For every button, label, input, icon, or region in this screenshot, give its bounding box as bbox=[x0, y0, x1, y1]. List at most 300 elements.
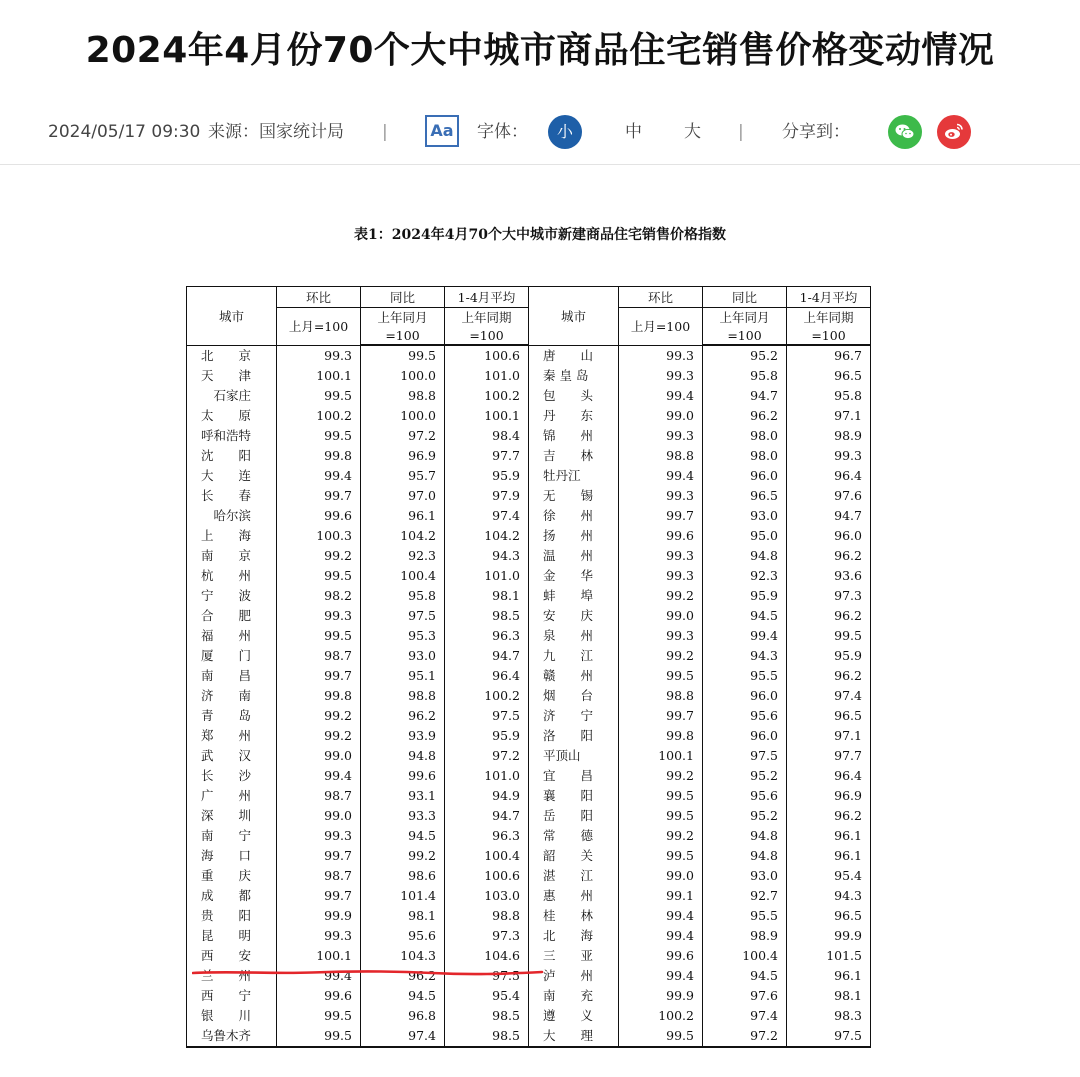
yoy-index-cell: 104.2 bbox=[361, 526, 445, 546]
avg-index-cell: 96.1 bbox=[787, 846, 871, 866]
yoy-index-cell: 98.0 bbox=[703, 446, 787, 466]
yoy-index-cell: 94.5 bbox=[703, 966, 787, 986]
mom-index-cell: 99.4 bbox=[277, 466, 361, 486]
yoy-index-cell: 92.3 bbox=[703, 566, 787, 586]
yoy-index-cell: 96.2 bbox=[361, 966, 445, 986]
city-name-cell: 惠 州 bbox=[529, 886, 619, 906]
mom-index-cell: 99.4 bbox=[619, 966, 703, 986]
mom-index-cell: 99.5 bbox=[619, 786, 703, 806]
city-name-cell: 宜 昌 bbox=[529, 766, 619, 786]
city-name-cell: 大 理 bbox=[529, 1026, 619, 1047]
table-row bbox=[187, 586, 871, 606]
city-name-cell: 金 华 bbox=[529, 566, 619, 586]
article-title: 2024年4月份70个大中城市商品住宅销售价格变动情况 bbox=[85, 30, 995, 71]
mom-index-cell: 99.7 bbox=[277, 486, 361, 506]
yoy-index-cell: 97.6 bbox=[703, 986, 787, 1006]
table-row bbox=[187, 406, 871, 426]
city-name-cell: 福 州 bbox=[187, 626, 277, 646]
city-name-cell: 北 海 bbox=[529, 926, 619, 946]
font-medium-button[interactable]: 中 bbox=[625, 122, 642, 142]
mom-index-cell: 100.1 bbox=[277, 366, 361, 386]
avg-index-cell: 101.0 bbox=[445, 366, 529, 386]
yoy-index-cell: 94.8 bbox=[703, 546, 787, 566]
publish-datetime: 2024/05/17 09:30 bbox=[48, 122, 201, 142]
yoy-index-cell: 95.5 bbox=[703, 666, 787, 686]
yoy-index-cell: 99.4 bbox=[703, 626, 787, 646]
mom-index-cell: 99.6 bbox=[619, 946, 703, 966]
table-row bbox=[187, 446, 871, 466]
yoy-index-cell: 98.9 bbox=[703, 926, 787, 946]
avg-index-cell: 101.5 bbox=[787, 946, 871, 966]
mom-index-cell: 99.1 bbox=[619, 886, 703, 906]
table-row bbox=[187, 666, 871, 686]
avg-index-cell: 100.2 bbox=[445, 686, 529, 706]
avg-index-cell: 97.1 bbox=[787, 726, 871, 746]
table-row bbox=[187, 706, 871, 726]
avg-index-cell: 104.2 bbox=[445, 526, 529, 546]
avg-index-cell: 104.6 bbox=[445, 946, 529, 966]
table-row bbox=[187, 766, 871, 786]
yoy-index-cell: 97.2 bbox=[361, 426, 445, 446]
avg-index-cell: 95.4 bbox=[445, 986, 529, 1006]
city-name-cell: 牡丹江 bbox=[529, 466, 619, 486]
table-row bbox=[187, 546, 871, 566]
city-name-cell: 天 津 bbox=[187, 366, 277, 386]
avg-index-cell: 101.0 bbox=[445, 566, 529, 586]
yoy-index-cell: 94.5 bbox=[361, 986, 445, 1006]
yoy-index-cell: 97.4 bbox=[703, 1006, 787, 1026]
font-small-button[interactable]: 小 bbox=[548, 115, 582, 149]
city-name-cell: 唐 山 bbox=[529, 345, 619, 366]
yoy-index-cell: 96.1 bbox=[361, 506, 445, 526]
mom-index-cell: 99.9 bbox=[619, 986, 703, 1006]
avg-index-cell: 94.7 bbox=[787, 506, 871, 526]
mom-index-cell: 99.3 bbox=[619, 566, 703, 586]
yoy-index-cell: 98.8 bbox=[361, 386, 445, 406]
table-row bbox=[187, 826, 871, 846]
yoy-index-cell: 98.0 bbox=[703, 426, 787, 446]
city-name-cell: 厦 门 bbox=[187, 646, 277, 666]
city-name-cell: 济 南 bbox=[187, 686, 277, 706]
city-name-cell: 遵 义 bbox=[529, 1006, 619, 1026]
avg-index-cell: 97.9 bbox=[445, 486, 529, 506]
city-name-cell: 广 州 bbox=[187, 786, 277, 806]
header-mom-base: 上月=100 bbox=[619, 308, 703, 346]
city-name-cell: 桂 林 bbox=[529, 906, 619, 926]
city-name-cell: 湛 江 bbox=[529, 866, 619, 886]
avg-index-cell: 101.0 bbox=[445, 766, 529, 786]
yoy-index-cell: 104.3 bbox=[361, 946, 445, 966]
header-avg: 1-4月平均 bbox=[787, 287, 871, 308]
city-name-cell: 西 宁 bbox=[187, 986, 277, 1006]
avg-index-cell: 96.4 bbox=[787, 466, 871, 486]
mom-index-cell: 99.5 bbox=[619, 806, 703, 826]
avg-index-cell: 94.3 bbox=[445, 546, 529, 566]
city-name-cell: 西 安 bbox=[187, 946, 277, 966]
header-yoy: 同比 bbox=[361, 287, 445, 308]
mom-index-cell: 99.3 bbox=[619, 426, 703, 446]
yoy-index-cell: 98.1 bbox=[361, 906, 445, 926]
table-row bbox=[187, 1006, 871, 1026]
table-row bbox=[187, 506, 871, 526]
header-avg-base: 上年同期 bbox=[445, 308, 529, 327]
city-name-cell: 兰 州 bbox=[187, 966, 277, 986]
yoy-index-cell: 93.9 bbox=[361, 726, 445, 746]
yoy-index-cell: 96.0 bbox=[703, 466, 787, 486]
mom-index-cell: 99.2 bbox=[619, 766, 703, 786]
table-row bbox=[187, 726, 871, 746]
avg-index-cell: 95.9 bbox=[787, 646, 871, 666]
city-name-cell: 南 京 bbox=[187, 546, 277, 566]
avg-index-cell: 95.4 bbox=[787, 866, 871, 886]
city-name-cell: 石家庄 bbox=[187, 386, 277, 406]
avg-index-cell: 97.7 bbox=[445, 446, 529, 466]
city-name-cell: 宁 波 bbox=[187, 586, 277, 606]
header-divider bbox=[0, 164, 1080, 165]
mom-index-cell: 100.2 bbox=[277, 406, 361, 426]
yoy-index-cell: 94.5 bbox=[703, 606, 787, 626]
header-avg: 1-4月平均 bbox=[445, 287, 529, 308]
article-meta-bar bbox=[0, 112, 1080, 152]
mom-index-cell: 99.7 bbox=[619, 506, 703, 526]
avg-index-cell: 96.5 bbox=[787, 366, 871, 386]
avg-index-cell: 96.2 bbox=[787, 806, 871, 826]
avg-index-cell: 99.3 bbox=[787, 446, 871, 466]
avg-index-cell: 97.5 bbox=[445, 706, 529, 726]
table-row bbox=[187, 986, 871, 1006]
avg-index-cell: 96.5 bbox=[787, 906, 871, 926]
city-name-cell: 南 昌 bbox=[187, 666, 277, 686]
price-index-table-wrapper bbox=[186, 286, 871, 1048]
avg-index-cell: 100.2 bbox=[445, 386, 529, 406]
avg-index-cell: 96.7 bbox=[787, 345, 871, 366]
table-row bbox=[187, 626, 871, 646]
table-row bbox=[187, 686, 871, 706]
city-name-cell: 长 沙 bbox=[187, 766, 277, 786]
avg-index-cell: 97.2 bbox=[445, 746, 529, 766]
yoy-index-cell: 94.8 bbox=[703, 826, 787, 846]
city-name-cell: 三 亚 bbox=[529, 946, 619, 966]
yoy-index-cell: 95.3 bbox=[361, 626, 445, 646]
avg-index-cell: 98.9 bbox=[787, 426, 871, 446]
mom-index-cell: 99.3 bbox=[619, 366, 703, 386]
wechat-share-button[interactable] bbox=[888, 115, 922, 149]
city-name-cell: 包 头 bbox=[529, 386, 619, 406]
mom-index-cell: 99.3 bbox=[619, 345, 703, 366]
avg-index-cell: 97.6 bbox=[787, 486, 871, 506]
avg-index-cell: 97.7 bbox=[787, 746, 871, 766]
yoy-index-cell: 95.8 bbox=[361, 586, 445, 606]
mom-index-cell: 99.5 bbox=[619, 846, 703, 866]
yoy-index-cell: 95.2 bbox=[703, 766, 787, 786]
mom-index-cell: 99.2 bbox=[619, 586, 703, 606]
city-name-cell: 扬 州 bbox=[529, 526, 619, 546]
yoy-index-cell: 95.9 bbox=[703, 586, 787, 606]
mom-index-cell: 99.5 bbox=[619, 1026, 703, 1047]
avg-index-cell: 98.3 bbox=[787, 1006, 871, 1026]
city-name-cell: 韶 关 bbox=[529, 846, 619, 866]
font-label: 字体： bbox=[477, 122, 528, 142]
mom-index-cell: 99.0 bbox=[619, 606, 703, 626]
mom-index-cell: 99.7 bbox=[277, 666, 361, 686]
yoy-index-cell: 93.0 bbox=[361, 646, 445, 666]
mom-index-cell: 99.4 bbox=[277, 766, 361, 786]
yoy-index-cell: 95.2 bbox=[703, 345, 787, 366]
yoy-index-cell: 96.0 bbox=[703, 726, 787, 746]
city-name-cell: 上 海 bbox=[187, 526, 277, 546]
avg-index-cell: 96.2 bbox=[787, 666, 871, 686]
city-name-cell: 成 都 bbox=[187, 886, 277, 906]
header-avg-base: 上年同期 bbox=[787, 308, 871, 327]
header-mom: 环比 bbox=[619, 287, 703, 308]
yoy-index-cell: 96.0 bbox=[703, 686, 787, 706]
mom-index-cell: 99.7 bbox=[277, 886, 361, 906]
city-name-cell: 丹 东 bbox=[529, 406, 619, 426]
yoy-index-cell: 94.7 bbox=[703, 386, 787, 406]
avg-index-cell: 100.4 bbox=[445, 846, 529, 866]
yoy-index-cell: 95.8 bbox=[703, 366, 787, 386]
mom-index-cell: 99.5 bbox=[277, 626, 361, 646]
table-row bbox=[187, 566, 871, 586]
mom-index-cell: 99.7 bbox=[619, 706, 703, 726]
avg-index-cell: 96.4 bbox=[445, 666, 529, 686]
mom-index-cell: 99.4 bbox=[619, 906, 703, 926]
weibo-icon bbox=[942, 120, 966, 144]
avg-index-cell: 98.1 bbox=[445, 586, 529, 606]
mom-index-cell: 99.3 bbox=[619, 486, 703, 506]
mom-index-cell: 99.5 bbox=[277, 426, 361, 446]
city-name-cell: 海 口 bbox=[187, 846, 277, 866]
table-row bbox=[187, 386, 871, 406]
mom-index-cell: 99.5 bbox=[277, 566, 361, 586]
header-mom-base: 上月=100 bbox=[277, 308, 361, 346]
yoy-index-cell: 95.6 bbox=[703, 786, 787, 806]
city-name-cell: 安 庆 bbox=[529, 606, 619, 626]
avg-index-cell: 96.4 bbox=[787, 766, 871, 786]
city-name-cell: 合 肥 bbox=[187, 606, 277, 626]
header-yoy: 同比 bbox=[703, 287, 787, 308]
header-mom: 环比 bbox=[277, 287, 361, 308]
mom-index-cell: 98.8 bbox=[619, 686, 703, 706]
share-label: 分享到： bbox=[782, 122, 850, 142]
avg-index-cell: 99.9 bbox=[787, 926, 871, 946]
mom-index-cell: 99.0 bbox=[619, 406, 703, 426]
avg-index-cell: 94.9 bbox=[445, 786, 529, 806]
avg-index-cell: 99.5 bbox=[787, 626, 871, 646]
table-row bbox=[187, 606, 871, 626]
city-name-cell: 银 川 bbox=[187, 1006, 277, 1026]
yoy-index-cell: 100.4 bbox=[703, 946, 787, 966]
yoy-index-cell: 94.3 bbox=[703, 646, 787, 666]
mom-index-cell: 98.2 bbox=[277, 586, 361, 606]
avg-index-cell: 97.5 bbox=[787, 1026, 871, 1047]
font-size-icon: Aa bbox=[425, 115, 459, 147]
city-name-cell: 重 庆 bbox=[187, 866, 277, 886]
table-row bbox=[187, 806, 871, 826]
avg-index-cell: 97.3 bbox=[445, 926, 529, 946]
table-row bbox=[187, 866, 871, 886]
yoy-index-cell: 93.0 bbox=[703, 506, 787, 526]
city-name-cell: 温 州 bbox=[529, 546, 619, 566]
mom-index-cell: 99.3 bbox=[277, 826, 361, 846]
mom-index-cell: 98.7 bbox=[277, 646, 361, 666]
city-name-cell: 昆 明 bbox=[187, 926, 277, 946]
mom-index-cell: 99.6 bbox=[277, 986, 361, 1006]
mom-index-cell: 99.3 bbox=[277, 606, 361, 626]
city-name-cell: 蚌 埠 bbox=[529, 586, 619, 606]
yoy-index-cell: 95.0 bbox=[703, 526, 787, 546]
yoy-index-cell: 99.6 bbox=[361, 766, 445, 786]
city-name-cell: 洛 阳 bbox=[529, 726, 619, 746]
city-name-cell: 深 圳 bbox=[187, 806, 277, 826]
city-name-cell: 泸 州 bbox=[529, 966, 619, 986]
yoy-index-cell: 97.4 bbox=[361, 1026, 445, 1047]
yoy-index-cell: 96.9 bbox=[361, 446, 445, 466]
header-yoy-base-value: =100 bbox=[361, 326, 445, 345]
header-city: 城市 bbox=[187, 287, 277, 346]
table-row bbox=[187, 886, 871, 906]
city-name-cell: 南 充 bbox=[529, 986, 619, 1006]
avg-index-cell: 100.6 bbox=[445, 345, 529, 366]
city-name-cell: 徐 州 bbox=[529, 506, 619, 526]
table-caption: 表1：2024年4月70个大中城市新建商品住宅销售价格指数 bbox=[354, 227, 726, 243]
header-yoy-base: 上年同月 bbox=[361, 308, 445, 327]
city-name-cell: 无 锡 bbox=[529, 486, 619, 506]
yoy-index-cell: 101.4 bbox=[361, 886, 445, 906]
table-row bbox=[187, 846, 871, 866]
avg-index-cell: 96.3 bbox=[445, 826, 529, 846]
table-body bbox=[187, 345, 871, 1047]
city-name-cell: 常 德 bbox=[529, 826, 619, 846]
avg-index-cell: 96.1 bbox=[787, 966, 871, 986]
avg-index-cell: 98.4 bbox=[445, 426, 529, 446]
city-name-cell: 九 江 bbox=[529, 646, 619, 666]
yoy-index-cell: 92.3 bbox=[361, 546, 445, 566]
avg-index-cell: 98.1 bbox=[787, 986, 871, 1006]
city-name-cell: 济 宁 bbox=[529, 706, 619, 726]
avg-index-cell: 96.5 bbox=[787, 706, 871, 726]
yoy-index-cell: 97.5 bbox=[361, 606, 445, 626]
yoy-index-cell: 93.0 bbox=[703, 866, 787, 886]
weibo-share-button[interactable] bbox=[937, 115, 971, 149]
mom-index-cell: 99.0 bbox=[277, 746, 361, 766]
font-large-button[interactable]: 大 bbox=[684, 122, 701, 142]
yoy-index-cell: 96.8 bbox=[361, 1006, 445, 1026]
table-row bbox=[187, 366, 871, 386]
yoy-index-cell: 98.8 bbox=[361, 686, 445, 706]
mom-index-cell: 99.4 bbox=[619, 926, 703, 946]
yoy-index-cell: 94.8 bbox=[703, 846, 787, 866]
price-index-table bbox=[186, 286, 871, 1048]
yoy-index-cell: 94.8 bbox=[361, 746, 445, 766]
yoy-index-cell: 95.1 bbox=[361, 666, 445, 686]
avg-index-cell: 98.5 bbox=[445, 1026, 529, 1047]
mom-index-cell: 98.8 bbox=[619, 446, 703, 466]
yoy-index-cell: 100.0 bbox=[361, 406, 445, 426]
yoy-index-cell: 97.2 bbox=[703, 1026, 787, 1047]
avg-index-cell: 98.5 bbox=[445, 606, 529, 626]
table-row bbox=[187, 1026, 871, 1047]
city-name-cell: 襄 阳 bbox=[529, 786, 619, 806]
city-name-cell: 青 岛 bbox=[187, 706, 277, 726]
city-name-cell: 泉 州 bbox=[529, 626, 619, 646]
mom-index-cell: 100.2 bbox=[619, 1006, 703, 1026]
city-name-cell: 郑 州 bbox=[187, 726, 277, 746]
avg-index-cell: 96.0 bbox=[787, 526, 871, 546]
header-city: 城市 bbox=[529, 287, 619, 346]
avg-index-cell: 94.3 bbox=[787, 886, 871, 906]
mom-index-cell: 99.3 bbox=[277, 345, 361, 366]
divider: | bbox=[382, 122, 388, 142]
divider: | bbox=[738, 122, 744, 142]
avg-index-cell: 97.5 bbox=[445, 966, 529, 986]
city-name-cell: 武 汉 bbox=[187, 746, 277, 766]
city-name-cell: 吉 林 bbox=[529, 446, 619, 466]
yoy-index-cell: 97.5 bbox=[703, 746, 787, 766]
avg-index-cell: 96.1 bbox=[787, 826, 871, 846]
table-row bbox=[187, 646, 871, 666]
avg-index-cell: 96.3 bbox=[445, 626, 529, 646]
table-row bbox=[187, 526, 871, 546]
mom-index-cell: 99.9 bbox=[277, 906, 361, 926]
avg-index-cell: 95.9 bbox=[445, 726, 529, 746]
city-name-cell: 秦 皇 岛 bbox=[529, 366, 619, 386]
table-row bbox=[187, 345, 871, 366]
city-name-cell: 呼和浩特 bbox=[187, 426, 277, 446]
yoy-index-cell: 100.0 bbox=[361, 366, 445, 386]
city-name-cell: 烟 台 bbox=[529, 686, 619, 706]
yoy-index-cell: 95.7 bbox=[361, 466, 445, 486]
yoy-index-cell: 95.6 bbox=[361, 926, 445, 946]
mom-index-cell: 99.5 bbox=[277, 1026, 361, 1047]
mom-index-cell: 99.0 bbox=[277, 806, 361, 826]
mom-index-cell: 100.1 bbox=[277, 946, 361, 966]
avg-index-cell: 100.6 bbox=[445, 866, 529, 886]
avg-index-cell: 98.5 bbox=[445, 1006, 529, 1026]
table-row bbox=[187, 786, 871, 806]
mom-index-cell: 99.5 bbox=[619, 666, 703, 686]
yoy-index-cell: 100.4 bbox=[361, 566, 445, 586]
avg-index-cell: 97.1 bbox=[787, 406, 871, 426]
yoy-index-cell: 93.3 bbox=[361, 806, 445, 826]
mom-index-cell: 99.0 bbox=[619, 866, 703, 886]
avg-index-cell: 95.8 bbox=[787, 386, 871, 406]
mom-index-cell: 99.6 bbox=[277, 506, 361, 526]
city-name-cell: 平顶山 bbox=[529, 746, 619, 766]
city-name-cell: 哈尔滨 bbox=[187, 506, 277, 526]
table-row bbox=[187, 946, 871, 966]
yoy-index-cell: 92.7 bbox=[703, 886, 787, 906]
header-avg-base-value: =100 bbox=[445, 326, 529, 345]
mom-index-cell: 99.4 bbox=[619, 386, 703, 406]
mom-index-cell: 99.5 bbox=[277, 1006, 361, 1026]
avg-index-cell: 96.9 bbox=[787, 786, 871, 806]
table-row bbox=[187, 906, 871, 926]
table-row bbox=[187, 746, 871, 766]
city-name-cell: 沈 阳 bbox=[187, 446, 277, 466]
mom-index-cell: 99.2 bbox=[277, 706, 361, 726]
yoy-index-cell: 99.5 bbox=[361, 345, 445, 366]
avg-index-cell: 94.7 bbox=[445, 646, 529, 666]
yoy-index-cell: 96.2 bbox=[361, 706, 445, 726]
avg-index-cell: 98.8 bbox=[445, 906, 529, 926]
yoy-index-cell: 94.5 bbox=[361, 826, 445, 846]
city-name-cell: 赣 州 bbox=[529, 666, 619, 686]
yoy-index-cell: 96.5 bbox=[703, 486, 787, 506]
mom-index-cell: 99.5 bbox=[277, 386, 361, 406]
mom-index-cell: 99.4 bbox=[619, 466, 703, 486]
yoy-index-cell: 95.6 bbox=[703, 706, 787, 726]
